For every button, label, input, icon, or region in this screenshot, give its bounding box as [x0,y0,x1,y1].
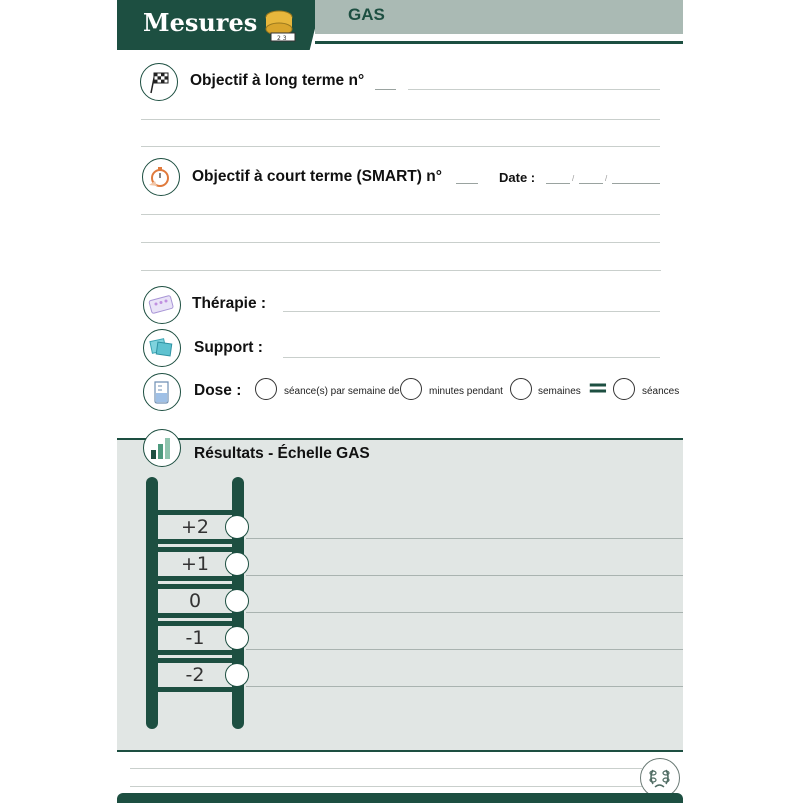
page-title: Mesures [143,8,258,37]
gas-level-description-line[interactable] [246,612,683,613]
total-sessions-input[interactable] [613,378,635,400]
long-term-objective-label: Objectif à long terme n° [190,72,365,89]
gas-level-description-line[interactable] [246,686,683,687]
sessions-per-week-input[interactable] [255,378,277,400]
stopwatch-icon [142,158,180,196]
date-label: Date : [499,170,536,185]
ladder-rail-left [146,477,158,729]
support-label: Support : [194,339,263,356]
pill-card-icon [143,286,181,324]
bar-chart-icon [143,429,181,467]
tape-measure-icon [263,8,297,46]
short-term-number-field[interactable] [456,183,478,184]
dose-text: minutes pendant [429,386,503,397]
beaker-icon [143,373,181,411]
date-separator: / [605,174,608,183]
therapy-field[interactable] [283,311,660,312]
cards-icon [143,329,181,367]
support-field[interactable] [283,357,660,358]
gas-level-select[interactable] [225,663,249,687]
laurel-logo-icon [640,758,680,798]
footer-bar [117,793,683,803]
gas-level-label: -2 [158,658,232,692]
checkered-flag-icon [140,63,178,101]
gas-level-select[interactable] [225,515,249,539]
long-term-text-field[interactable] [408,89,660,90]
date-month-field[interactable] [579,183,603,184]
therapy-label: Thérapie : [192,295,267,312]
header-divider [315,41,683,44]
date-day-field[interactable] [546,183,570,184]
gas-level-select[interactable] [225,552,249,576]
minutes-input[interactable] [400,378,422,400]
footer-notes-line[interactable] [130,768,642,769]
date-separator: / [572,174,575,183]
dose-text: séance(s) par semaine de [284,386,400,397]
gas-level-label: +1 [158,547,232,581]
gas-level-select[interactable] [225,589,249,613]
header-subtitle: GAS [348,5,385,24]
short-term-objective-label: Objectif à court terme (SMART) n° [192,168,442,185]
gas-level-select[interactable] [225,626,249,650]
long-term-number-field[interactable] [375,89,396,90]
short-term-text-line[interactable] [141,242,660,243]
svg-text:2 3: 2 3 [277,35,287,42]
dose-text: semaines [538,386,581,397]
footer-notes-line[interactable] [130,786,642,787]
equals-sign: = [587,373,609,403]
results-title: Résultats - Échelle GAS [194,445,370,462]
gas-level-label: 0 [158,584,232,618]
gas-level-description-line[interactable] [246,575,683,576]
short-term-text-line[interactable] [141,214,660,215]
gas-level-label: +2 [158,510,232,544]
date-year-field[interactable] [612,183,660,184]
long-term-text-line[interactable] [141,119,660,120]
dose-text: séances [642,386,680,397]
gas-level-description-line[interactable] [246,538,683,539]
weeks-input[interactable] [510,378,532,400]
gas-level-description-line[interactable] [246,649,683,650]
gas-level-label: -1 [158,621,232,655]
long-term-text-line[interactable] [141,146,660,147]
short-term-text-line[interactable] [141,270,661,271]
dose-label: Dose : [194,382,242,399]
